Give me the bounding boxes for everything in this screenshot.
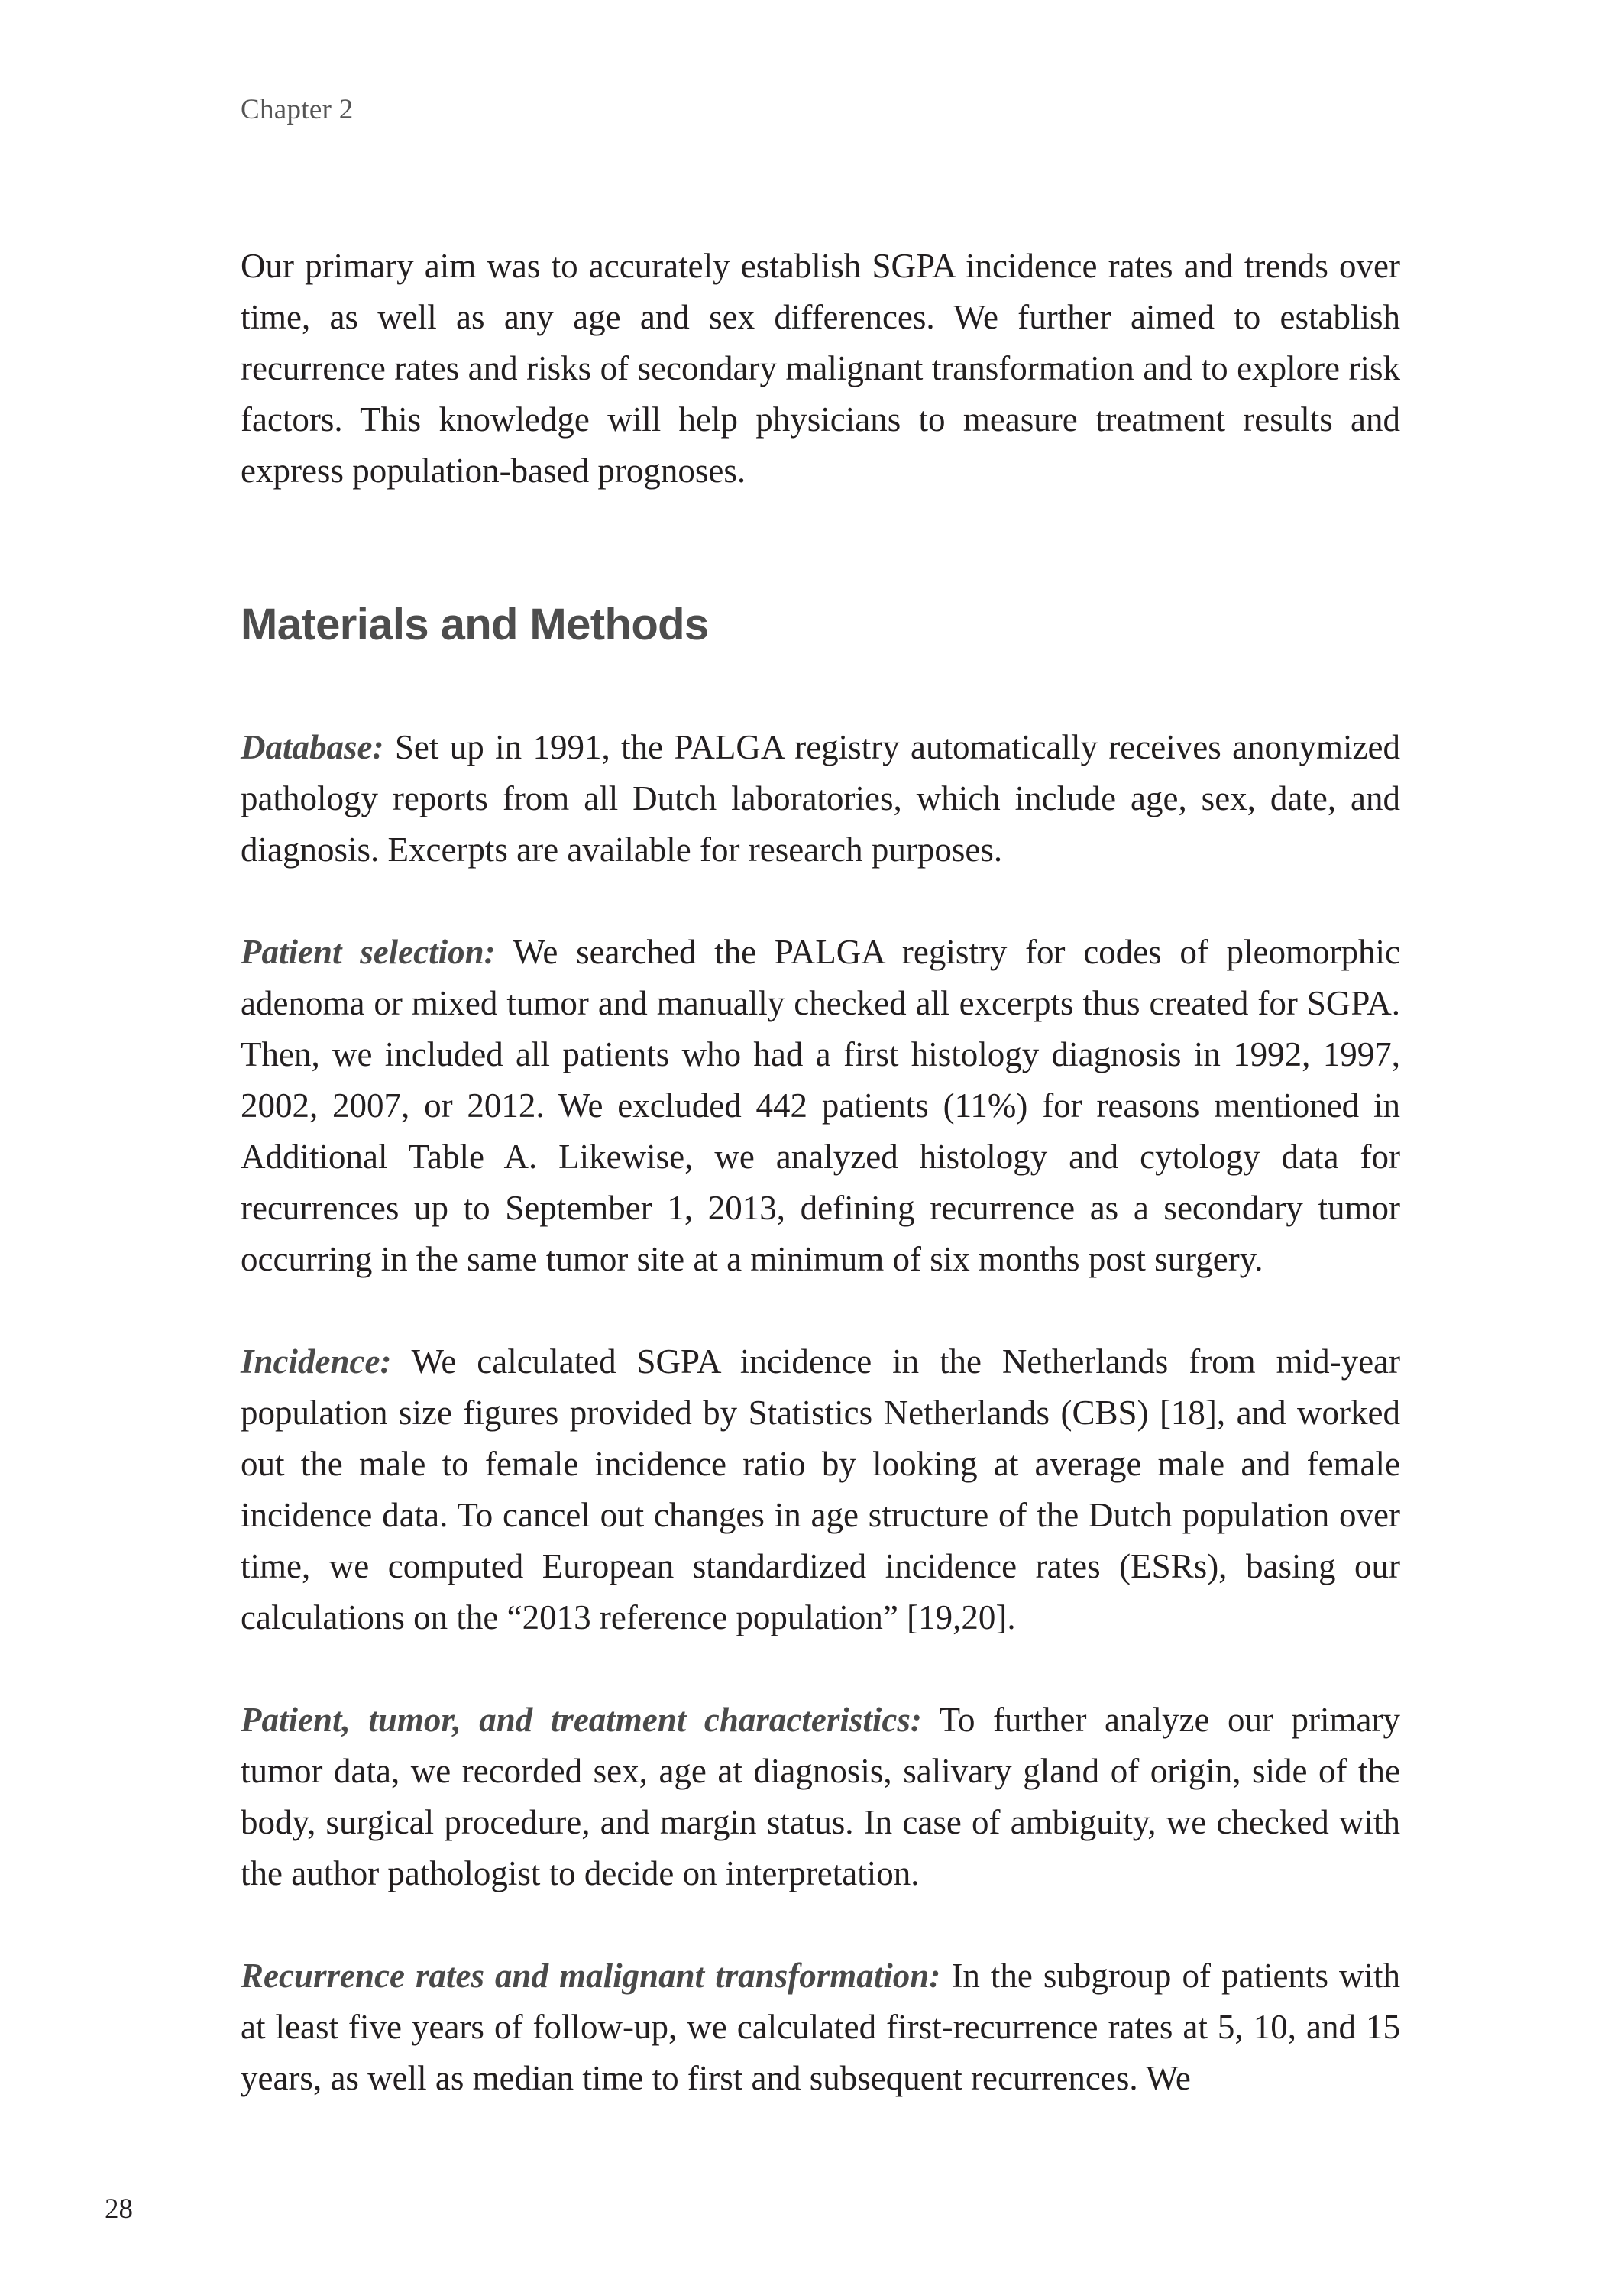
paragraph-patient-selection	[241, 927, 1400, 1285]
section-heading-materials-methods: Materials and Methods	[241, 600, 709, 649]
page-number: 28	[105, 2193, 133, 2225]
paragraph-recurrence-rates	[241, 1950, 1400, 2104]
run-in-label-characteristics: Patient, tumor, and treatment characteristics:	[241, 1701, 922, 1739]
running-head-chapter: Chapter 2	[241, 94, 354, 125]
paragraph-incidence	[241, 1336, 1400, 1643]
paragraph-text-patient-selection: We searched the PALGA registry for codes of pleomorphic adenoma or mixed tumor and manually checked all excerpts thus created for SGPA. Then, we included all patients who had a first histology diagnosis in 1992, 1997, 2002, 2007, or 2012. We excluded 442 patients (11%) for reasons mentioned in Additional Table A. Likewise, we analyzed histology and cytology data for recurrences up to September 1, 2013, defining recurrence as a secondary tumor occurring in the same tumor site at a minimum of six months post surgery.	[241, 933, 1400, 1278]
run-in-label-recurrence-rates: Recurrence rates and malignant transformation:	[241, 1957, 941, 1995]
paragraph-text-database: Set up in 1991, the PALGA registry automatically receives anonymized pathology reports from all Dutch laboratories, which include age, sex, date, and diagnosis. Excerpts are available for research purposes.	[241, 728, 1401, 869]
run-in-label-patient-selection: Patient selection:	[241, 933, 496, 971]
paragraph-text-characteristics: To further analyze our primary tumor data, we recorded sex, age at diagnosis, salivary gland of origin, side of the body, surgical procedure, and margin status. In case of ambiguity, we checked with the author pathologist to decide on interpretation.	[241, 1701, 1401, 1892]
run-in-label-incidence: Incidence:	[241, 1342, 392, 1381]
paragraph-text-incidence: We calculated SGPA incidence in the Netherlands from mid-year population size figures provided by Statistics Netherlands (CBS) [18], and worked out the male to female incidence ratio by looking at average male and female incidence data. To cancel out changes in age structure of the Dutch population over time, we computed European standardized incidence rates (ESRs), basing our calculations on the “2013 reference population” [19,20].	[241, 1342, 1400, 1636]
page-body	[241, 241, 1400, 2155]
paragraph-text-recurrence-rates: In the subgroup of patients with at least five years of follow-up, we calculated first-recurrence rates at 5, 10, and 15 years, as well as median time to first and subsequent recurrences. We	[241, 1957, 1400, 2097]
intro-paragraph: Our primary aim was to accurately establish SGPA incidence rates and trends over time, as well as any age and sex differences. We further aimed to establish recurrence rates and risks of secondary malignant transformation and to explore risk factors. This knowledge will help physicians to measure treatment results and express population-based prognoses.	[241, 247, 1400, 490]
paragraph-characteristics	[241, 1695, 1400, 1899]
paragraph-database	[241, 722, 1400, 876]
run-in-label-database: Database:	[241, 728, 384, 766]
